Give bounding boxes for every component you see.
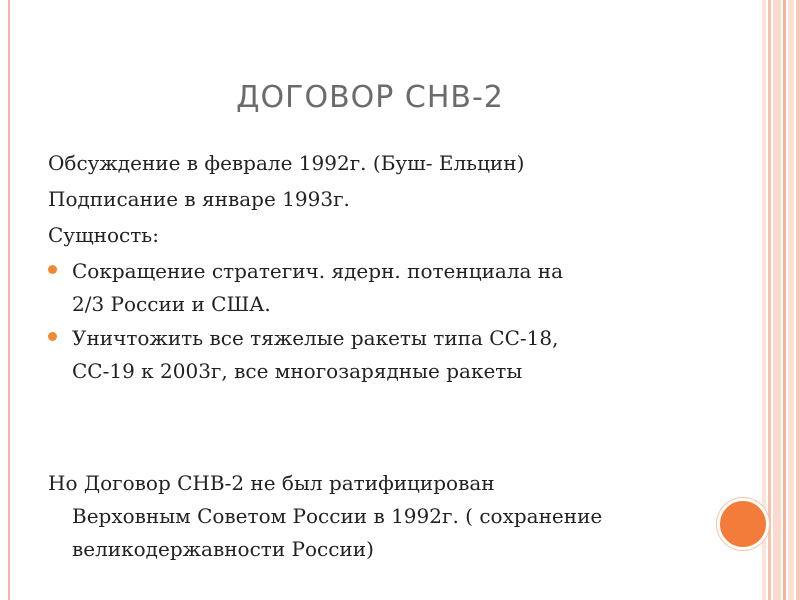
right-decorative-stripes — [762, 0, 800, 600]
stripe — [788, 0, 794, 600]
decorative-circle-icon — [717, 498, 769, 550]
footer-line: Верховным Советом России в 1992г. ( сохранение — [72, 504, 603, 528]
stripe — [796, 0, 800, 600]
text-line-essence: Сущность: — [48, 223, 159, 247]
stripe — [768, 0, 771, 600]
stripe — [773, 0, 781, 600]
footer-line: Но Договор СНВ-2 не был ратифицирован — [48, 471, 495, 495]
bullet-line: 2/3 России и США. — [72, 292, 271, 316]
bullet-line: Уничтожить все тяжелые ракеты типа СС-18, — [72, 326, 559, 350]
bullet-line: Сокращение стратегич. ядерн. потенциала на — [72, 259, 564, 283]
bullet-dot-icon — [48, 265, 57, 274]
footer-paragraph — [48, 467, 602, 566]
text-line-discussion: Обсуждение в феврале 1992г. (Буш- Ельцин) — [48, 151, 525, 175]
stripe — [783, 0, 786, 600]
bullet-line: СС-19 к 2003г, все многозарядные ракеты — [72, 359, 523, 383]
text-line-signing: Подписание в январе 1993г. — [48, 187, 350, 211]
bullet-dot-icon — [48, 332, 57, 341]
bullet-text — [72, 255, 563, 321]
footer-line: великодержавности России) — [72, 537, 374, 561]
slide-title: ДОГОВОР СНВ-2 — [236, 80, 504, 115]
bullet-text — [72, 322, 558, 388]
